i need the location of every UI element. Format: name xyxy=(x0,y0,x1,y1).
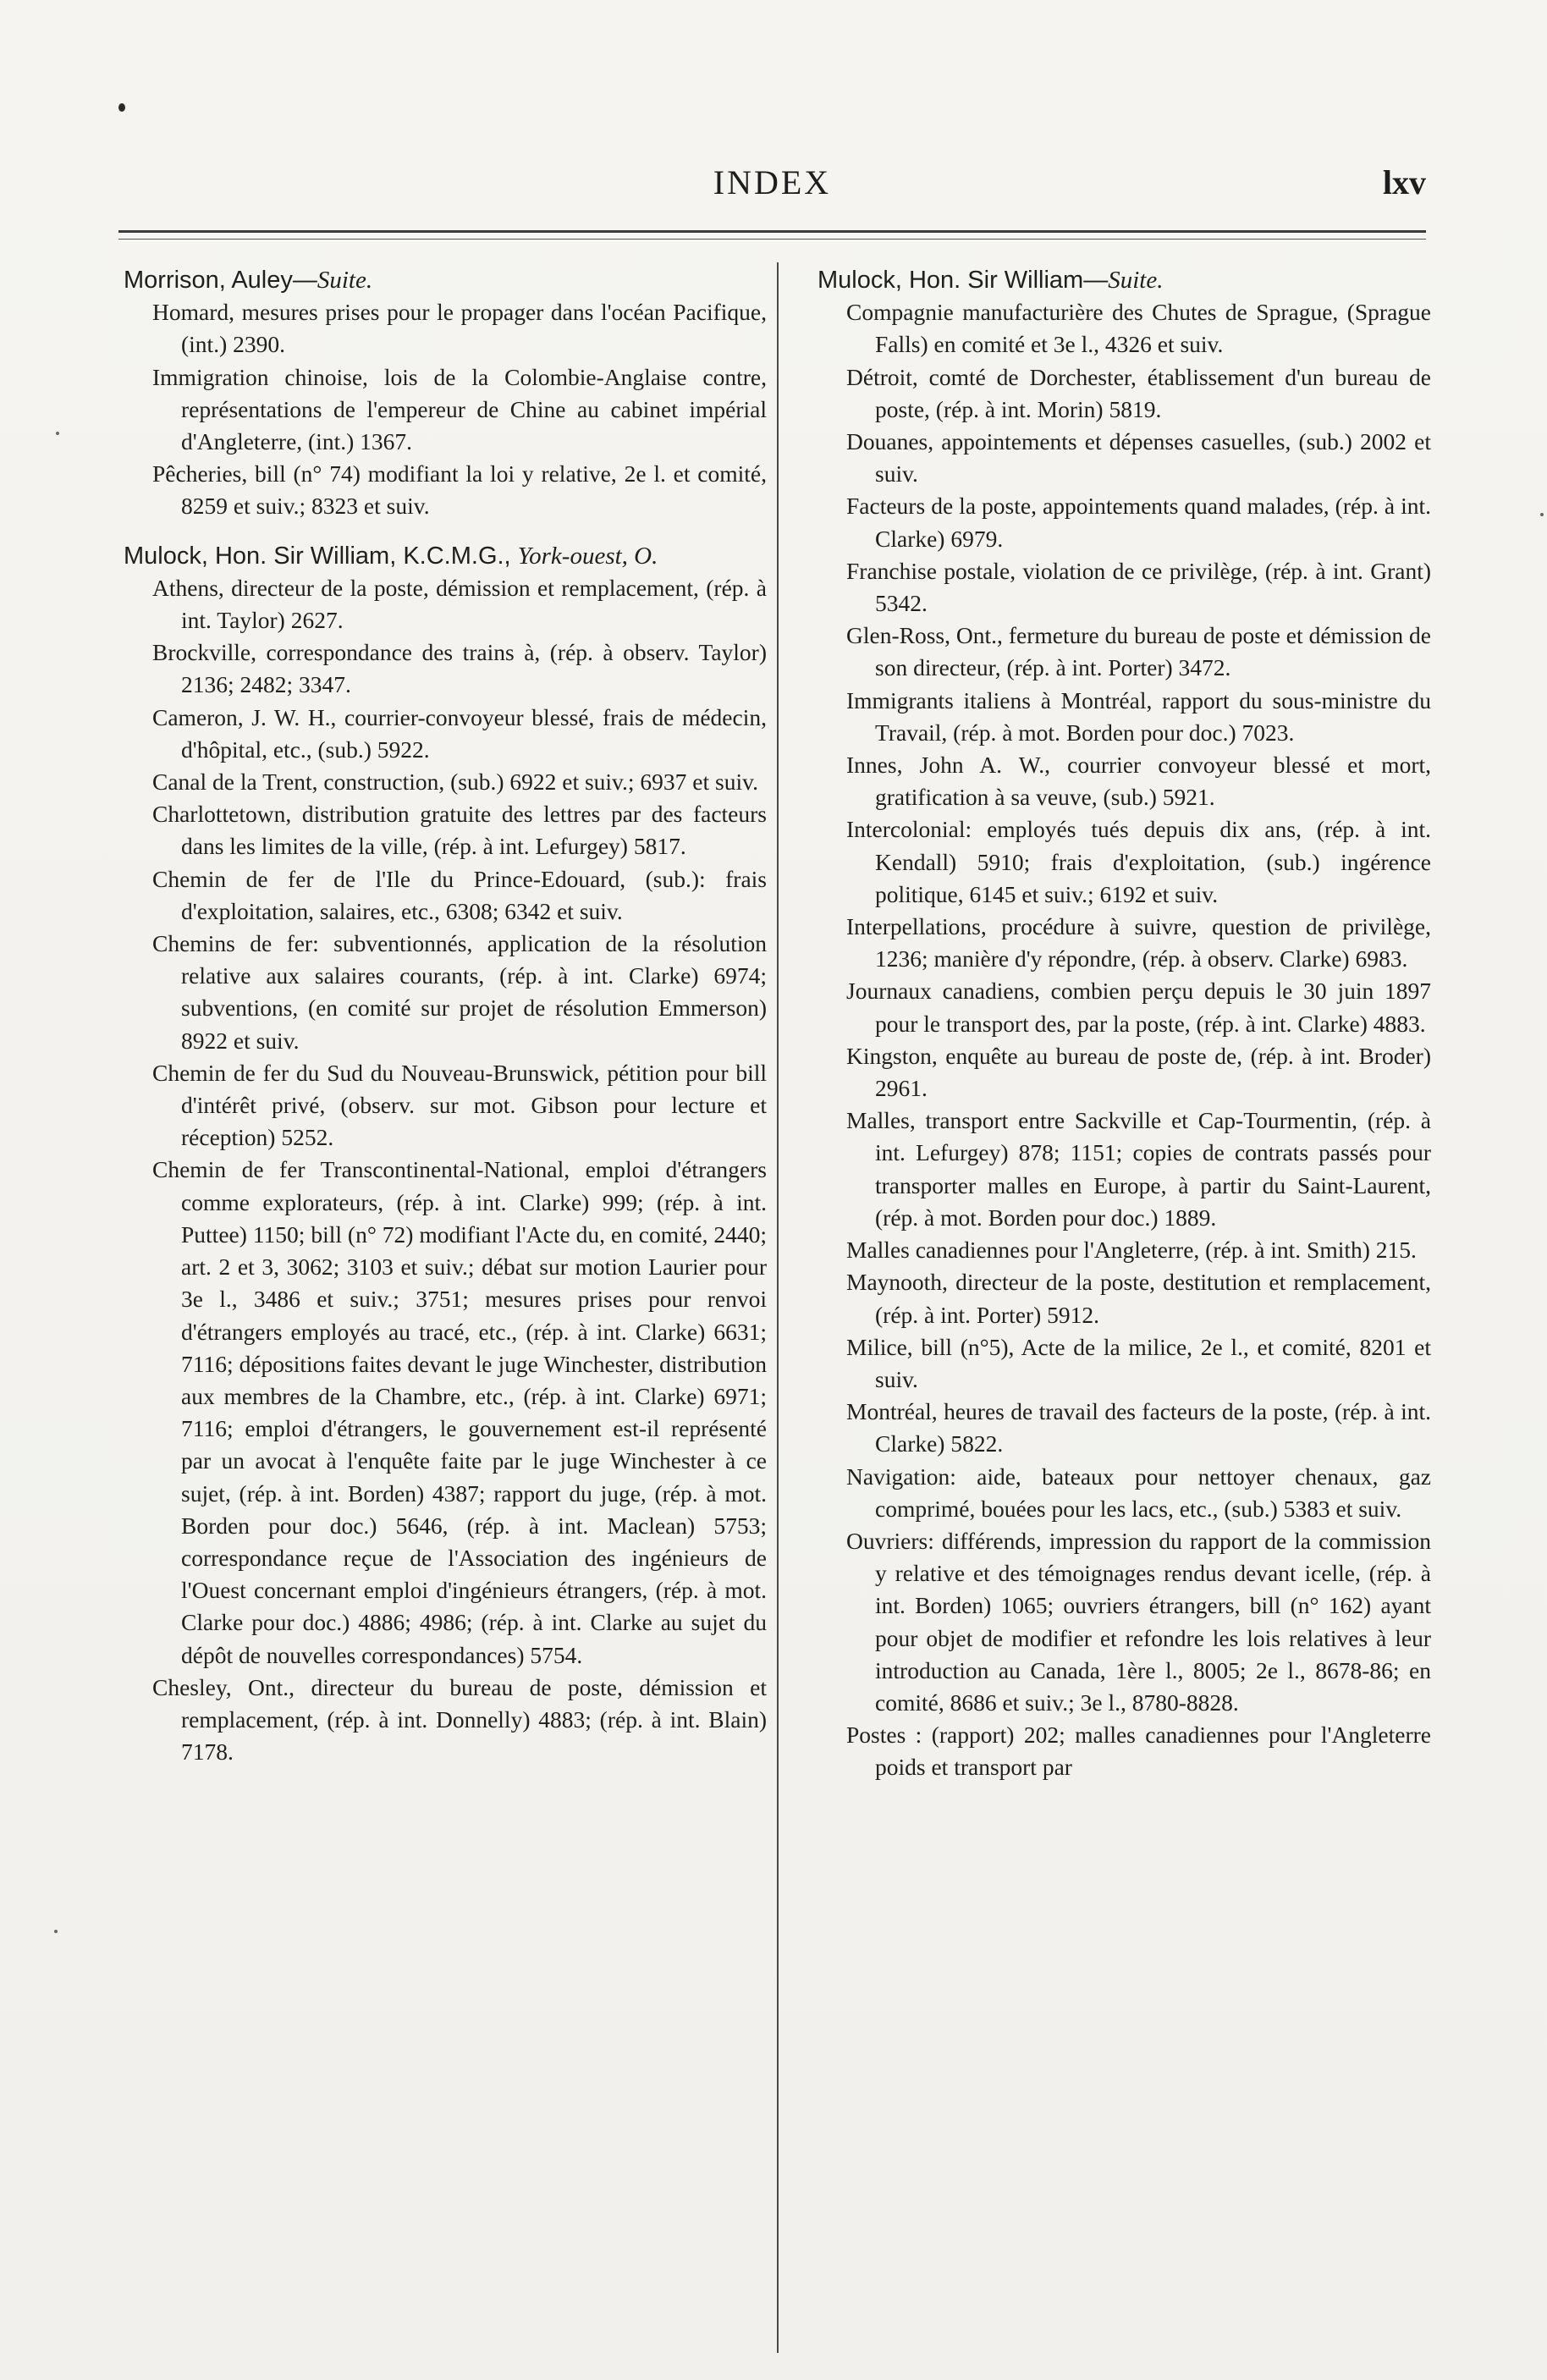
sub-entry: Brockville, correspondance des trains à, (rép. à observ. Taylor) 2136; 2482; 3347. xyxy=(152,639,767,698)
sub-entry: Malles canadiennes pour l'Angleterre, (rép. à int. Smith) 215. xyxy=(846,1237,1417,1264)
ink-speck xyxy=(56,432,59,435)
sub-entry: Immigrants italiens à Montréal, rapport du sous-ministre du Travail, (rép. à mot. Borden pour doc.) 7023. xyxy=(846,686,1431,746)
entry-name: Morrison, Auley— xyxy=(124,267,317,294)
sub-entry: Postes : (rapport) 202; malles canadiennes pour l'Angleterre poids et transport par xyxy=(846,1722,1431,1781)
sub-entry: Journaux canadiens, combien perçu depuis le 30 juin 1897 pour le transport des, par la poste, (rép. à int. Clarke) 4883. xyxy=(846,978,1431,1037)
sub-entry: Navigation: aide, bateaux pour nettoyer chenaux, gaz comprimé, bouées pour les lacs, etc., (sub.) 5383 et suiv. xyxy=(846,1463,1431,1522)
sub-entry: Malles, transport entre Sackville et Cap-Tourmentin, (rép. à int. Lefurgey) 878; 1151; copies de contrats passés pour transporter malles en Europe, à partir du Saint-Laurent, (rép. à mot. Borden pour doc.) 1889. xyxy=(846,1107,1431,1231)
ink-speck xyxy=(118,103,125,112)
sub-entry: Canal de la Trent, construction, (sub.) 6922 et suiv.; 6937 et suiv. xyxy=(152,769,758,796)
entry-name: Mulock, Hon. Sir William— xyxy=(818,267,1109,294)
suite-label: Suite. xyxy=(317,267,373,294)
sub-entry: Interpellations, procédure à suivre, question de privilège, 1236; manière d'y répondre, (rép. à observ. Clarke) 6983. xyxy=(846,913,1431,972)
sub-entry: Milice, bill (n°5), Acte de la milice, 2e l., et comité, 8201 et suiv. xyxy=(846,1333,1431,1392)
index-entry-mulock xyxy=(124,540,767,1769)
sub-entry: Chesley, Ont., directeur du bureau de poste, démission et remplacement, (rép. à int. Donnelly) 4883; (rép. à int. Blain) 7178. xyxy=(152,1673,767,1766)
page-title: INDEX xyxy=(713,163,832,201)
left-column xyxy=(124,264,767,1768)
page-header xyxy=(118,157,1426,208)
sub-entry: Cameron, J. W. H., courrier-convoyeur blessé, frais de médecin, d'hôpital, etc., (sub.) 5922. xyxy=(152,703,767,763)
header-rule-thick xyxy=(118,230,1426,233)
sub-entry: Innes, John A. W., courrier convoyeur blessé et mort, gratification à sa veuve, (sub.) 5921. xyxy=(846,752,1431,811)
sub-entry: Ouvriers: différends, impression du rapport de la commission y relative et des témoignages rendus devant icelle, (rép. à int. Borden) 1065; ouvriers étrangers, bill (n° 162) ayant pour objet de modifier et refondre les lois relatives à leur introduction au Canada, 1ère l., 8005; 2e l., 8678-86; en comité, 8686 et suiv.; 3e l., 8780-8828. xyxy=(846,1527,1431,1716)
entry-name: Mulock, Hon. Sir William, K.C.M.G., xyxy=(124,542,518,570)
sub-entry: Kingston, enquête au bureau de poste de, (rép. à int. Broder) 2961. xyxy=(846,1042,1431,1102)
ink-speck xyxy=(1540,513,1544,516)
sub-entry: Compagnie manufacturière des Chutes de Sprague, (Sprague Falls) en comité et 3e l., 4326 et suiv. xyxy=(846,299,1431,358)
sub-entry: Glen-Ross, Ont., fermeture du bureau de poste et démission de son directeur, (rép. à int. Porter) 3472. xyxy=(846,622,1431,681)
sub-entry: Charlottetown, distribution gratuite des lettres par des facteurs dans les limites de la ville, (rép. à int. Lefurgey) 5817. xyxy=(152,801,767,860)
sub-entry: Douanes, appointements et dépenses casuelles, (sub.) 2002 et suiv. xyxy=(846,428,1431,488)
page-number: lxv xyxy=(1382,163,1426,201)
column-divider xyxy=(777,262,779,2353)
constituency-label: York-ouest, O. xyxy=(517,542,658,570)
sub-entry: Chemin de fer Transcontinental-National, emploi d'étrangers comme explorateurs, (rép. à int. Clarke) 999; (rép. à int. Puttee) 1150; bill (n° 72) modifiant l'Acte du, en comité, 2440; art. 2 et 3, 3062; 3103 et suiv.; débat sur motion Laurier pour 3e l., 3486 et suiv.; 3751; mesures prises pour renvoi d'étrangers employés au tracé, etc., (rép. à int. Clarke) 6631; 7116; dépositions faites devant le juge Winchester, distribution aux membres de la Chambre, etc., (rép. à int. Clarke) 6971; 7116; emploi d'étrangers, le gouvernement est-il représenté par un avocat à l'enquête faite par le juge Winchester à ce sujet, (rép. à int. Borden) 4387; rapport du juge, (rép. à mot. Borden pour doc.) 5646, (rép. à int. Maclean) 5753; correspondance reçue de l'Association des ingénieurs de l'Ouest concernant emploi d'ingénieurs étrangers, (rép. à mot. Clarke pour doc.) 4886; 4986; (rép. à int. Clarke au sujet du dépôt de nouvelles correspondances) 5754. xyxy=(152,1156,767,1668)
sub-entry: Chemins de fer: subventionnés, application de la résolution relative aux salaires courants, (rép. à int. Clarke) 6974; subventions, (en comité sur projet de résolution Emmerson) 8922 et suiv. xyxy=(152,930,767,1054)
index-entry-mulock-suite xyxy=(818,264,1431,1784)
header-rule-thin xyxy=(118,239,1426,240)
sub-entry: Intercolonial: employés tués depuis dix ans, (rép. à int. Kendall) 5910; frais d'exploitation, (sub.) ingérence politique, 6145 et suiv.; 6192 et suiv. xyxy=(846,816,1431,907)
sub-entry: Immigration chinoise, lois de la Colombie-Anglaise contre, représentations de l'empereur de Chine au cabinet impérial d'Angleterre, (int.) 1367. xyxy=(152,363,767,455)
sub-entry: Maynooth, directeur de la poste, destitution et remplacement, (rép. à int. Porter) 5912. xyxy=(846,1269,1431,1328)
suite-label: Suite. xyxy=(1108,267,1164,294)
sub-entry: Homard, mesures prises pour le propager dans l'océan Pacifique, (int.) 2390. xyxy=(152,299,767,358)
entry-heading xyxy=(124,264,767,296)
sub-entry: Chemin de fer du Sud du Nouveau-Brunswick, pétition pour bill d'intérêt privé, (observ. sur mot. Gibson pour lecture et réception) 5252. xyxy=(152,1059,767,1151)
entry-heading xyxy=(818,264,1431,296)
sub-entry: Facteurs de la poste, appointements quand malades, (rép. à int. Clarke) 6979. xyxy=(846,493,1431,552)
sub-entry: Franchise postale, violation de ce privilège, (rép. à int. Grant) 5342. xyxy=(846,557,1431,617)
sub-entry: Montréal, heures de travail des facteurs de la poste, (rép. à int. Clarke) 5822. xyxy=(846,1398,1431,1457)
right-column xyxy=(818,264,1431,1784)
index-entry-morrison xyxy=(124,264,767,523)
ink-speck xyxy=(54,1930,58,1933)
sub-entry: Chemin de fer de l'Ile du Prince-Edouard, (sub.): frais d'exploitation, salaires, etc., 6308; 6342 et suiv. xyxy=(152,865,767,924)
sub-entry: Athens, directeur de la poste, démission et remplacement, (rép. à int. Taylor) 2627. xyxy=(152,574,767,634)
entry-heading xyxy=(124,540,767,572)
sub-entry: Pêcheries, bill (n° 74) modifiant la loi y relative, 2e l. et comité, 8259 et suiv.; 8323 et suiv. xyxy=(152,460,767,520)
sub-entry: Détroit, comté de Dorchester, établissement d'un bureau de poste, (rép. à int. Morin) 5819. xyxy=(846,363,1431,422)
